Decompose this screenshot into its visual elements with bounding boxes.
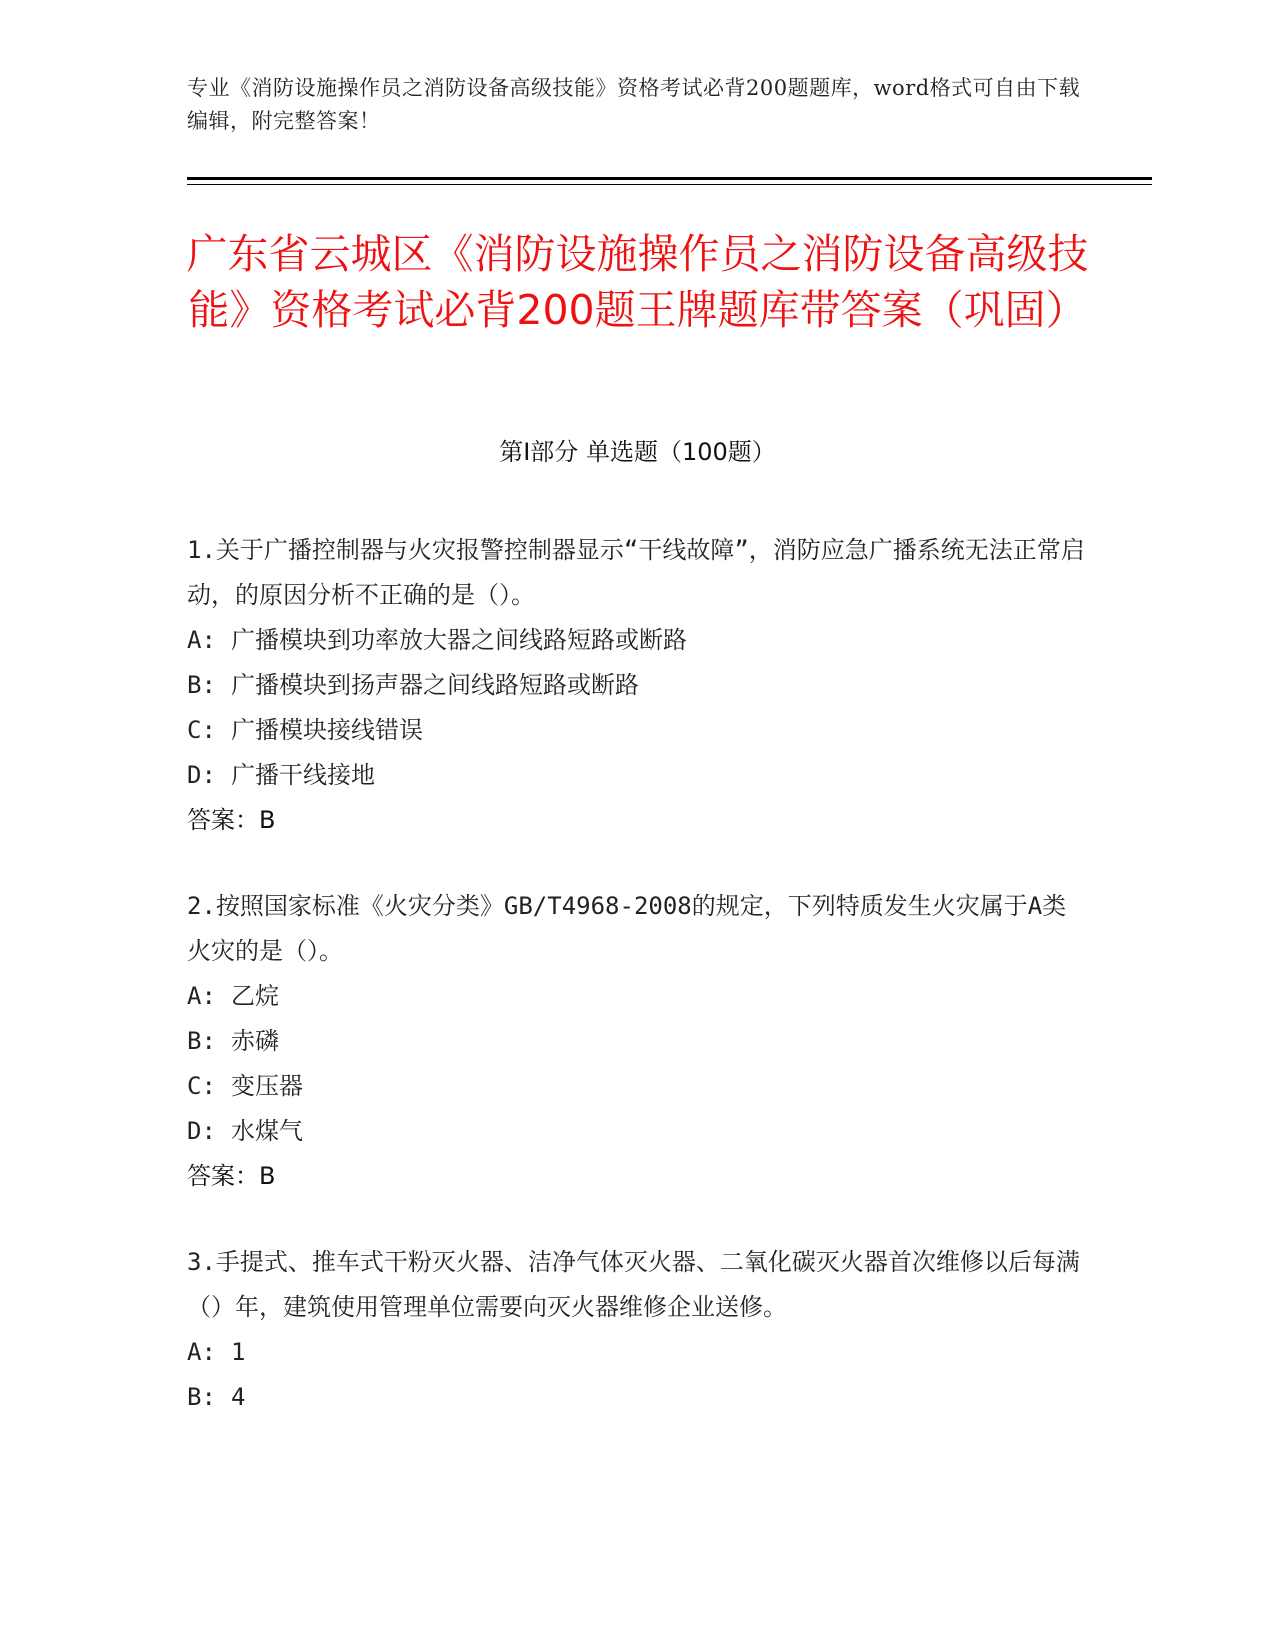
option-text: 广播模块接线错误 — [231, 716, 423, 744]
option-text: 1 — [231, 1338, 246, 1366]
option-a — [187, 618, 1087, 663]
header-rule-thin — [187, 184, 1152, 185]
answer-line: 答案：B — [187, 1162, 276, 1190]
option-c — [187, 1064, 1087, 1109]
option-text: 广播模块到功率放大器之间线路短路或断路 — [231, 626, 687, 654]
option-key: A: — [187, 1338, 216, 1366]
section-heading: 第I部分 单选题（100题） — [499, 438, 776, 466]
option-d — [187, 1109, 1087, 1154]
option-key: A: — [187, 982, 216, 1010]
question-3 — [187, 1240, 1087, 1420]
option-text: 广播模块到扬声器之间线路短路或断路 — [231, 671, 639, 699]
option-b — [187, 1375, 1087, 1420]
option-text: 水煤气 — [231, 1117, 303, 1145]
option-b — [187, 663, 1087, 708]
document-title: 广东省云城区《消防设施操作员之消防设备高级技能》资格考试必背200题王牌题库带答案（巩固） — [186, 230, 1089, 334]
option-key: A: — [187, 626, 216, 654]
option-key: B: — [187, 671, 216, 699]
question-stem: 2.按照国家标准《火灾分类》GB/T4968-2008的规定，下列特质发生火灾属于A类火灾的是（）。 — [187, 892, 1067, 965]
option-key: B: — [187, 1027, 216, 1055]
option-a — [187, 1330, 1087, 1375]
header-note: 专业《消防设施操作员之消防设备高级技能》资格考试必背200题题库，word格式可自由下载编辑，附完整答案！ — [187, 76, 1081, 133]
option-a — [187, 974, 1087, 1019]
option-text: 4 — [231, 1383, 246, 1411]
option-key: B: — [187, 1383, 216, 1411]
question-stem: 3.手提式、推车式干粉灭火器、洁净气体灭火器、二氧化碳灭火器首次维修以后每满（）年，建筑使用管理单位需要向灭火器维修企业送修。 — [187, 1248, 1080, 1321]
answer-line: 答案：B — [187, 806, 276, 834]
option-key: C: — [187, 716, 216, 744]
option-text: 广播干线接地 — [231, 761, 375, 789]
option-d — [187, 753, 1087, 798]
option-text: 变压器 — [231, 1072, 303, 1100]
option-text: 赤磷 — [231, 1027, 279, 1055]
option-c — [187, 708, 1087, 753]
question-2 — [187, 884, 1087, 1199]
option-key: D: — [187, 761, 216, 789]
question-list — [187, 528, 1087, 1461]
question-stem: 1.关于广播控制器与火灾报警控制器显示“干线故障”，消防应急广播系统无法正常启动，的原因分析不正确的是（）。 — [187, 536, 1085, 609]
option-b — [187, 1019, 1087, 1064]
option-text: 乙烷 — [231, 982, 279, 1010]
header-rule-thick — [187, 177, 1152, 180]
question-1 — [187, 528, 1087, 843]
option-key: C: — [187, 1072, 216, 1100]
option-key: D: — [187, 1117, 216, 1145]
